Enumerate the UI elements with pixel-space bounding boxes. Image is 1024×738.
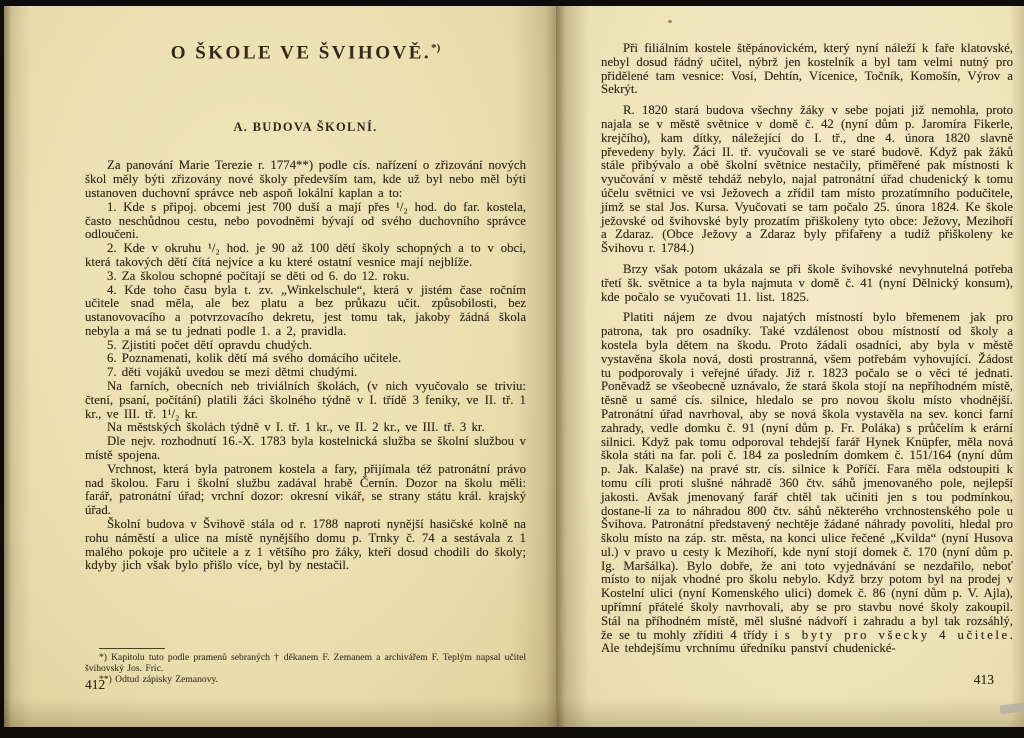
paragraph: Na městských školách týdně v I. tř. 1 kr., ve II. 2 kr., ve III. tř. 3 kr.	[107, 420, 485, 435]
paragraph: 7. děti vojáků uvedou se mezi dětmi chudými.	[107, 365, 358, 380]
right-page-text-block	[601, 42, 1013, 656]
page-number-right: 413	[973, 672, 994, 687]
page-title	[85, 42, 526, 64]
emphasized-text: s byty pro všecky 4 učitele	[784, 627, 1010, 642]
paragraph: R. 1820 stará budova všechny žáky v sebe pojati již nemohla, proto najala se v městě světnice v domě č. 42 (nyní dům p. Jaromíra Fikerle, krejčího), kam dítky, náležející do I. tř., dne 4. února 1820 slavně převedeny byly. Žáci II. tř. vyučovali se ve staré budově. Když pak žáků stále přibývalo a obě školní světnice nestačily, přiměřené pak místnosti k vyučování v městě tehdáž nebylo, najal patronátní úřad chudenický k tomu účelu světnici ve vsi Ježovech a zřídil tam místo prozatímního podučitele, jímž se stal Jos. Kursa. Vyučovati se tam počalo 25. února 1824. Ke škole ježovské od švihovské byly prozatím přiškoleny tyto obce: Ježovy, Mezihoří a Zdaraz. (Obce Ježovy a Zdaraz byly přifařeny a tudíž přiškoleny ke Švihovu r. 1784.)	[601, 103, 1013, 256]
paragraph: 6. Poznamenati, kolik dětí má svého domácího učitele.	[107, 351, 402, 366]
title-footnote-marker: *)	[431, 42, 441, 54]
footnote-block	[85, 648, 526, 685]
paragraph: Školní budova v Švihově stála od r. 1788 naproti nynější hasičské kolně na rohu náměstí a ulice na místě nynějšího domu p. Trnky č. 74 a sestávala z 1 malého pokoje pro učitele a z 1 většího pro žáky, kteří dosud chodili do školy; kdyby jich však bylo přišlo více, byl by nestačil.	[85, 517, 526, 573]
left-page-body	[85, 159, 526, 573]
page-number-left: 412	[85, 677, 106, 692]
scan-speck	[668, 20, 672, 23]
text-segment: Platiti nájem ze dvou najatých místností bylo břemenem jak pro patrona, tak pro osadníky. Také vzdálenost obou místností od školy a kostela byla dětem na škodu. Proto žádali osadníci, aby byla v městě vystavěna škola nová, dosti prostranná, všem potřebám vyhovující. Žádost tu podporovaly i veřejné úřady. Již r. 1823 počalo se o věci té jednati. Poněvadž se všeobecně uznávalo, že stará škola stojí na nepříhodném místě, těsně u samé cís. silnice, hledalo se pro novou školu místo vhodnější. Patronátní úřad navrhoval, aby se nová škola vystavěla na sev. konci farní zahrady, vedle domku č. 91 (nyní dům p. Fr. Poláka) s průčelím k erární silnici. Když pak tomu odporoval tehdejší farář Hynek Knüpfer, měla nová škola státi na far. poli č. 184 za posledním domkem č. 151/164 (nyní dům p. Jak. Kalaše) na pravé str. cís. silnice k Poříčí. Fara měla odstoupiti k tomu cíli proti slušné náhradě 360 čtv. sáhů jmenovaného pole, nejlepší jakosti. Avšak jmenovaný farář chtěl tak učiniti jen s tou podmínkou, dostane-li za to náhradou 800 čtv. sáhů některého vrchnostenského pole u Švihova. Patronátní představený nechtěje žádané náhrady povoliti, hledal pro školu místo na záp. str. města, na konci ulice řečené „Kvilda“ (nyní Husova ul.) v pravo u cesty k Mezihoří, kde nyní stojí domek č. 170 (nyní dům p. Ig. Maršálka). Bylo dobře, že ani toto vyjednávání se nezdařilo, neboť místo to nijak vhodné pro školu nebylo. Když brzy potom byl na prodej v Kostelní ulici (nyní Komenského ulici) domek č. 86 (nyní dům p. V. Ajla), upřímní přátelé školy navrhovali, aby se pro stavbu nové školy zakoupil. Stál na příhodném místě, měl slušné nádvoří i zahradu a byl tak rozsáhlý, že se tu mohly zříditi 4 třídy i	[601, 310, 1013, 642]
footnote: *) Kapitolu tuto podle pramenů sebraných † děkanem F. Zemanem a archivářem F. Teplým napsal učitel švihovský Jos. Fric.	[85, 652, 526, 674]
paragraph	[601, 311, 1013, 656]
left-page	[4, 6, 557, 727]
paragraph: Při filiálním kostele štěpánovickém, který nyní náleží k faře klatovské, nebyl dosud řádný učitel, nýbrž jen kostelník a byl tam velmi nutný pro přidělené tam vesnice: Vosí, Dehtín, Vícenice, Točník, Komošín, Výrov a Sekrýt.	[601, 41, 1013, 97]
paragraph: Dle nejv. rozhodnutí 16.-X. 1783 byla kostelnická služba se školní službou v místě spojena.	[85, 434, 526, 463]
text-segment: . Ale tehdejšímu vrchnímu úředníku panství chudenické-	[601, 627, 1013, 656]
paragraph: Vrchnost, která byla patronem kostela a fary, přijímala též patronátní právo nad školou. Faru i školní službu zadával hrabě Černín. Dozor na školu měli: farář, patronátní úřad; vrchní dozor: okresní vikář, se strany státu král. krajský úřad.	[85, 461, 526, 518]
page-title-text: O ŠKOLE VE ŠVIHOVĚ.	[170, 42, 432, 64]
right-page	[557, 6, 1024, 727]
section-heading: A. BUDOVA ŠKOLNÍ.	[233, 120, 378, 135]
left-page-text-block	[85, 6, 526, 573]
paragraph: 3. Za školou schopné počítají se děti od 6. do 12. roku.	[107, 268, 410, 283]
paragraph: 4. Kde toho času byla t. zv. „Winkelschule“, která v jistém čase ročním učitele snad měla, ale bez platu a bez průkazu učit. způsobilosti, bez ustanovovacího a potvrzovacího dekretu, jest tomu tak, jakoby žádná škola nebyla a má se tu jednati podle 1. a 2, pravidla.	[85, 282, 526, 338]
paragraph: Brzy však potom ukázala se při škole švihovské nevyhnutelná potřeba třetí šk. světnice a ta byla najmuta v domě č. 41 (nyní Dělnický konsum), kde počalo se vyučovati 11. list. 1825.	[601, 261, 1013, 304]
paragraph: Na farních, obecních neb triviálních školách, (v nich vyučovalo se triviu: čtení, psaní, počítání) platili žáci školného týdně v I. třídě 3 feniky, ve II. tř. 1 kr., ve III. tř. 1¹/₂ kr.	[85, 379, 526, 421]
paragraph: Za panování Marie Terezie r. 1774**) podle cís. nařízení o zřizování nových škol měly býti zřizovány nové školy především tam, kde už byl nebo měl býti ustanoven duchovní správce neb aspoň lokální kaplan a to:	[85, 158, 526, 200]
paragraph: 1. Kde s připoj. obcemi jest 700 duší a mají přes ¹/₂ hod. do far. kostela, často neschůdnou cestu, nebo povodněmi bývají od svého duchovního správce odloučeni.	[85, 199, 526, 242]
paragraph: 5. Zjistiti počet dětí opravdu chudých.	[107, 337, 313, 352]
footnote-rule	[99, 648, 165, 649]
footnote: **) Odtud zápisky Zemanovy.	[99, 674, 219, 685]
paragraph: 2. Kde v okruhu ¹/₂ hod. je 90 až 100 dětí školy schopných a to v obci, která takových dětí čítá nejvíce a ku které ostatní vesnice mají nejblíže.	[85, 241, 526, 269]
